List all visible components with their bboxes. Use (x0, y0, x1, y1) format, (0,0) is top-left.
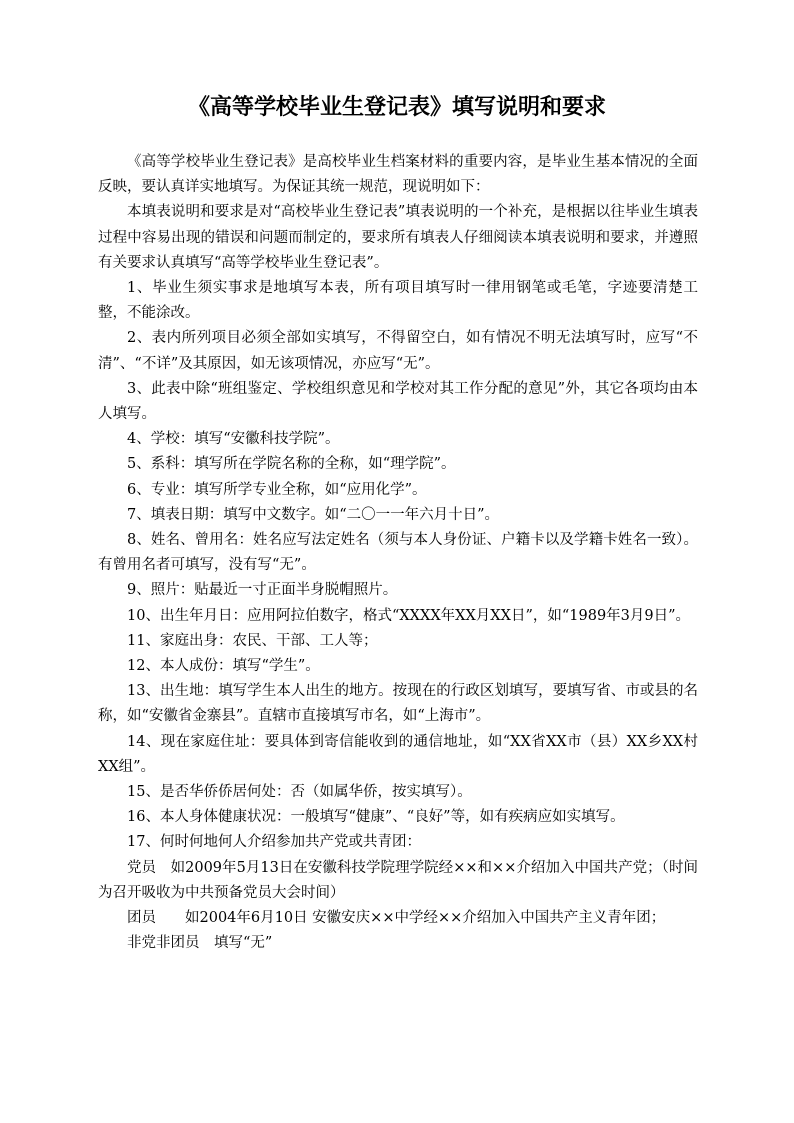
paragraph-intro: 《高等学校毕业生登记表》是高校毕业生档案材料的重要内容，是毕业生基本情况的全面反映，要认真详实地填写。为保证其统一规范，现说明如下： (98, 154, 698, 196)
item-1: 1、毕业生须实事求是地填写本表，所有项目填写时一律用钢笔或毛笔，字迹要清楚工整，不能涂改。 (98, 280, 698, 322)
item-11: 11、家庭出身：农民、干部、工人等； (127, 632, 378, 649)
party-member-example: 党员 如2009年5月13日在安徽科技学院理学院经××和××介绍加入中国共产党；（时间为召开吸收为中共预备党员大会时间） (98, 859, 698, 901)
item-3: 3、此表中除“班组鉴定、学校组织意见和学校对其工作分配的意见”外，其它各项均由本人填写。 (98, 380, 698, 423)
item-17: 17、何时何地何人介绍参加共产党或共青团： (127, 834, 421, 851)
item-10: 10、出生年月日：应用阿拉伯数字，格式“XXXX年XX月XX日”，如“1989年3月9日”。 (127, 607, 691, 624)
item-6: 6、专业：填写所学专业全称，如“应用化学”。 (127, 481, 427, 498)
item-2: 2、表内所列项目必须全部如实填写，不得留空白，如有情况不明无法填写时，应写“不清”、“不详”及其原因，如无该项情况，亦应写“无”。 (98, 330, 698, 372)
item-8: 8、姓名、曾用名：姓名应写法定姓名（须与本人身份证、户籍卡以及学籍卡姓名一致）。有曾用名者可填写，没有写“无”。 (98, 532, 698, 574)
paragraph-purpose: 本填表说明和要求是对“高校毕业生登记表”填表说明的一个补充，是根据以往毕业生填表过程中容易出现的错误和问题而制定的，要求所有填表人仔细阅读本填表说明和要求，并遵照有关要求认真填写“高等学校毕业生登记表”。 (98, 204, 698, 271)
item-9: 9、照片：贴最近一寸正面半身脱帽照片。 (127, 582, 398, 599)
league-member-example: 团员 如2004年6月10日 安徽安庆××中学经××介绍加入中国共产主义青年团； (127, 910, 666, 927)
item-4: 4、学校：填写“安徽科技学院”。 (127, 431, 340, 448)
item-16: 16、本人身体健康状况：一般填写“健康”、“良好”等，如有疾病应如实填写。 (127, 809, 625, 826)
document-title: 《高等学校毕业生登记表》填写说明和要求 (187, 95, 606, 120)
document-body (98, 150, 698, 957)
item-14: 14、现在家庭住址：要具体到寄信能收到的通信地址，如“XX省XX市（县）XX乡XX村XX组”。 (98, 733, 698, 775)
item-15: 15、是否华侨侨居何处：否（如属华侨，按实填写）。 (127, 784, 472, 801)
item-12: 12、本人成份：填写“学生”。 (127, 658, 320, 675)
item-5: 5、系科：填写所在学院名称的全称，如“理学院”。 (127, 456, 456, 473)
non-member-example: 非党非团员 填写“无” (127, 935, 273, 952)
item-13: 13、出生地：填写学生本人出生的地方。按现在的行政区划填写，要填写省、市或县的名称，如“安徽省金寨县”。直辖市直接填写市名，如“上海市”。 (98, 683, 698, 725)
item-7: 7、填表日期：填写中文数字。如“二〇一一年六月十日”。 (127, 506, 500, 523)
